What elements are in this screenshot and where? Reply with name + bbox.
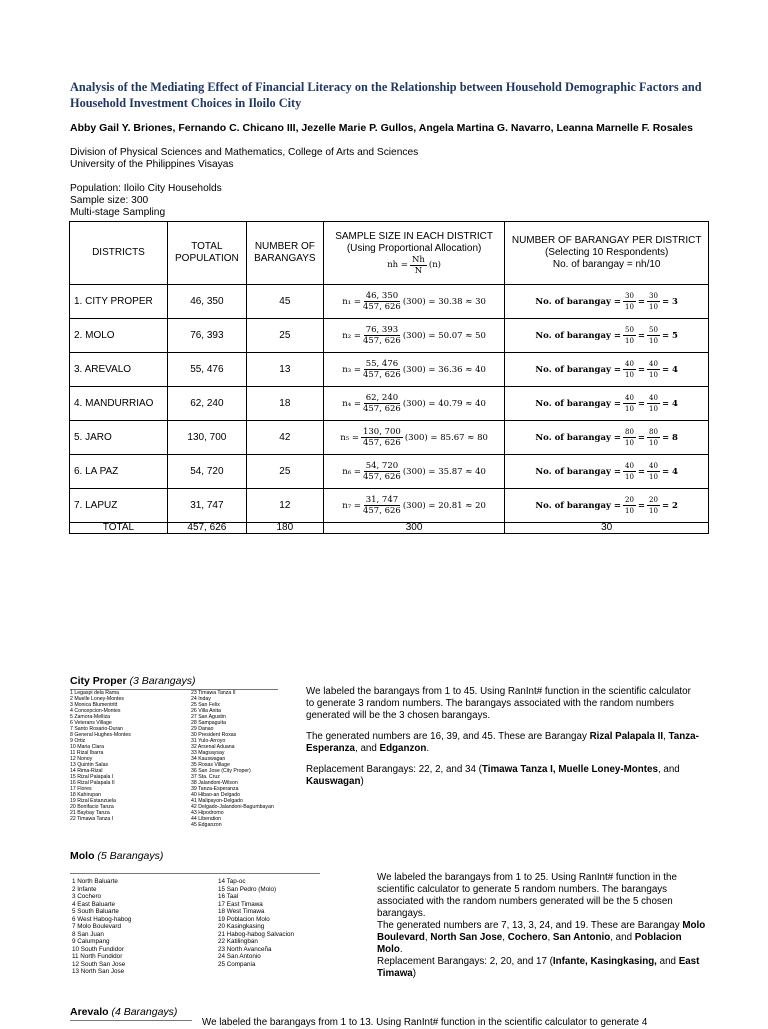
list-item: 3 Monica Blumentritt	[70, 702, 118, 708]
list-item: 17 Flores	[70, 786, 92, 792]
list-item: 39 Tanza-Esperanza	[191, 786, 239, 792]
list-item: 13 North San Jose	[72, 968, 125, 975]
district-barangays: 25	[246, 319, 323, 353]
list-item: 32 Arsenal Aduana	[191, 744, 235, 750]
list-item: 37 Sta. Cruz	[191, 774, 220, 780]
paragraph: The generated numbers are 16, 39, and 45. These are Barangay Rizal Palapala II, Tanza-Esperanza, and Edganzon.	[306, 731, 699, 754]
section-arevalo-heading: Arevalo (4 Barangays)	[70, 1006, 178, 1018]
table-total-row	[70, 523, 709, 534]
total-barangays: 180	[246, 523, 323, 534]
sample-size-formula: n₆ = $\frac{54, 720}{457, 626}$ (300) = 35.87 ≈ 40	[323, 455, 505, 489]
list-item: 1 North Baluarte	[72, 878, 118, 885]
barangay-count-formula: No. of barangay = $\frac{50}{10}$ = $\frac{50}{10}$ = 5	[505, 319, 709, 353]
list-item: 38 Jalandoni-Wilson	[191, 780, 238, 786]
table-row	[70, 353, 709, 387]
list-item: 41 Malipayon-Delgado	[191, 798, 243, 804]
sample-size-formula: n₁ = $\frac{46, 350}{457, 626}$ (300) = 30.38 ≈ 30	[323, 285, 505, 319]
list-item: 42 Delgado-Jalandoni-Bagumbayan	[191, 804, 274, 810]
affiliation	[70, 147, 418, 171]
list-item: 22 Katilingban	[218, 938, 258, 945]
sample-size-formula: n₂ = $\frac{76, 393}{457, 626}$ (300) = 50.07 ≈ 50	[323, 319, 505, 353]
district-barangays: 45	[246, 285, 323, 319]
list-item: 16 Rizal Palapala II	[70, 780, 115, 786]
list-item: 15 San Pedro (Molo)	[218, 885, 277, 893]
list-item: 5 Zamora-Melliza	[70, 714, 111, 720]
list-item: 25 San Felix	[191, 702, 220, 708]
section-city-proper-heading: City Proper (3 Barangays)	[70, 675, 196, 687]
list-item: 33 Magsaysay	[191, 750, 225, 756]
list-item: 21 Habog-habog Salvacion	[218, 930, 294, 938]
barangay-count-formula: No. of barangay = $\frac{40}{10}$ = $\frac{40}{10}$ = 4	[505, 455, 709, 489]
divider	[70, 1020, 192, 1021]
list-item: 8 San Juan	[72, 930, 104, 938]
list-item: 34 Kauswagan	[191, 756, 226, 762]
list-item: 11 Rizal Ibarra	[70, 750, 104, 756]
list-item: 10 South Fundidor	[72, 945, 124, 953]
list-item: 43 Hipodromo	[191, 810, 224, 816]
city-proper-list-left	[70, 690, 131, 822]
list-item: 14 Rima-Rizal	[70, 768, 103, 774]
total-label: TOTAL	[70, 523, 168, 534]
district-barangays: 12	[246, 489, 323, 523]
table-row	[70, 387, 709, 421]
list-item: 7 Molo Boulevard	[72, 923, 122, 930]
list-item: 27 San Agustin	[191, 714, 226, 720]
list-item: 5 South Baluarte	[72, 908, 119, 915]
barangay-count-formula: No. of barangay = $\frac{40}{10}$ = $\frac{40}{10}$ = 4	[505, 353, 709, 387]
list-item: 2 Muelle Loney-Montes	[70, 696, 124, 702]
city-proper-text	[306, 686, 700, 797]
header-number-of-barangays: NUMBER OF BARANGAYS	[246, 222, 323, 285]
document-title: Analysis of the Mediating Effect of Financial Literacy on the Relationship between Household Demographic Factors and Household Investment Choices in Iloilo City	[70, 80, 702, 110]
molo-text	[377, 872, 707, 980]
list-item: 19 Rizal Estanzuela	[70, 798, 116, 804]
table-row	[70, 319, 709, 353]
header-total-population: TOTAL POPULATION	[167, 222, 246, 285]
list-item: 18 West Timawa	[218, 908, 265, 915]
district-name: 1. CITY PROPER	[70, 285, 168, 319]
paragraph: We labeled the barangays from 1 to 25. Using RanInt# function in the scientific calculator to generate 5 random numbers. The barangays associated with the random numbers generated will be the 5 chosen barangays.	[377, 872, 677, 919]
authors: Abby Gail Y. Briones, Fernando C. Chicano III, Jezelle Marie P. Gullos, Angela Martina G. Navarro, Leanna Marnelle F. Rosales	[70, 122, 693, 134]
list-item: 26 Villa Anita	[191, 708, 221, 714]
list-item: 14 Tap-oc	[218, 878, 246, 885]
list-item: 17 East Timawa	[218, 900, 263, 908]
list-item: 24 San Antonio	[218, 953, 261, 960]
list-item: 8 General Hughes-Montes	[70, 732, 131, 738]
district-population: 62, 240	[167, 387, 246, 421]
sampling-info	[70, 183, 222, 219]
list-item: 36 San Jose (City Proper)	[191, 768, 251, 774]
district-barangays: 25	[246, 455, 323, 489]
list-item: 23 Timawa Tanza II	[191, 690, 236, 696]
sample-size-formula: n₃ = $\frac{55, 476}{457, 626}$ (300) = 36.36 ≈ 40	[323, 353, 505, 387]
sample-size-formula: n₅ = $\frac{130, 700}{457, 626}$ (300) = 85.67 ≈ 80	[323, 421, 505, 455]
table-header-row	[70, 222, 709, 285]
sample-size-formula: n₄ = $\frac{62, 240}{457, 626}$ (300) = 40.79 ≈ 40	[323, 387, 505, 421]
sampling-table	[69, 221, 709, 534]
list-item: 12 Nonoy	[70, 756, 93, 762]
district-population: 55, 476	[167, 353, 246, 387]
sample-size-line: Sample size: 300	[70, 195, 149, 206]
district-population: 31, 747	[167, 489, 246, 523]
list-item: 25 Compania	[218, 960, 256, 968]
list-item: 16 Taal	[218, 893, 239, 900]
district-name: 2. MOLO	[70, 319, 168, 353]
district-population: 130, 700	[167, 421, 246, 455]
list-item: 15 Rizal Palapala I	[70, 774, 114, 780]
district-name: 6. LA PAZ	[70, 455, 168, 489]
table-row	[70, 285, 709, 319]
section-molo-heading: Molo (5 Barangays)	[70, 850, 164, 862]
table-row	[70, 421, 709, 455]
sampling-method-line: Multi-stage Sampling	[70, 207, 166, 218]
barangay-count-formula: No. of barangay = $\frac{20}{10}$ = $\frac{20}{10}$ = 2	[505, 489, 709, 523]
paragraph: Replacement Barangays: 2, 20, and 17 (Infante, Kasingkasing, and East Timawa)	[377, 956, 700, 979]
list-item: 20 Bonifacio Tanza	[70, 804, 114, 810]
list-item: 29 Danao	[191, 726, 214, 732]
divider	[70, 873, 320, 874]
header-barangay-per-district: NUMBER OF BARANGAY PER DISTRICT (Selecting 10 Respondents) No. of barangay = nh/10	[505, 222, 709, 285]
list-item: 12 South San Jose	[72, 960, 126, 968]
list-item: 10 Maria Clara	[70, 744, 105, 750]
total-per-district: 30	[505, 523, 709, 534]
list-item: 23 North Avanceña	[218, 945, 272, 953]
district-population: 54, 720	[167, 455, 246, 489]
list-item: 2 Infante	[72, 885, 97, 893]
district-population: 76, 393	[167, 319, 246, 353]
district-name: 3. AREVALO	[70, 353, 168, 387]
district-name: 5. JARO	[70, 421, 168, 455]
district-barangays: 13	[246, 353, 323, 387]
table-row	[70, 455, 709, 489]
list-item: 44 Liberation	[191, 816, 221, 822]
arevalo-text: We labeled the barangays from 1 to 13. Using RanInt# function in the scientific calculator to generate 4	[202, 1017, 648, 1028]
list-item: 6 Veterans Village	[70, 720, 112, 726]
list-item: 22 Timawa Tanza I	[70, 816, 114, 822]
list-item: 31 Yulo-Arroyo	[191, 738, 226, 744]
sample-size-formula: n₇ = $\frac{31, 747}{457, 626}$ (300) = 20.81 ≈ 20	[323, 489, 505, 523]
list-item: 11 North Fundidor	[72, 953, 123, 960]
list-item: 13 Quintin Salas	[70, 762, 109, 768]
list-item: 7 Santo Rosario-Duran	[70, 726, 124, 732]
list-item: 28 Sampaguita	[191, 720, 226, 726]
paragraph: We labeled the barangays from 1 to 45. Using RanInt# function in the scientific calculator to generate 3 random numbers. The barangays associated with the random numbers generated will be the 3 chosen barangays.	[306, 686, 691, 721]
list-item: 40 Hibao-an Delgado	[191, 792, 241, 798]
header-districts: DISTRICTS	[70, 222, 168, 285]
district-name: 4. MANDURRIAO	[70, 387, 168, 421]
list-item: 24 Inday	[191, 696, 211, 702]
list-item: 4 Concepcion-Montes	[70, 708, 121, 714]
paragraph: Replacement Barangays: 22, 2, and 34 (Timawa Tanza I, Muelle Loney-Montes, and Kauswagan)	[306, 764, 680, 787]
total-population: 457, 626	[167, 523, 246, 534]
affiliation-line: University of the Philippines Visayas	[70, 159, 234, 170]
table-row	[70, 489, 709, 523]
list-item: 35 Roxas Village	[191, 762, 230, 768]
population-line: Population: Iloilo City Households	[70, 183, 222, 194]
list-item: 21 Baybay Tanza	[70, 810, 110, 816]
header-sample-formula: nh = $\frac{Nh}{N}$ (n)	[387, 254, 441, 276]
district-population: 46, 350	[167, 285, 246, 319]
city-proper-list-right	[191, 690, 274, 828]
list-item: 20 Kasingkasing	[218, 923, 265, 930]
list-item: 6 West Habog-habog	[72, 915, 132, 923]
barangay-count-formula: No. of barangay = $\frac{40}{10}$ = $\frac{40}{10}$ = 4	[505, 387, 709, 421]
barangay-count-formula: No. of barangay = $\frac{80}{10}$ = $\frac{80}{10}$ = 8	[505, 421, 709, 455]
district-barangays: 18	[246, 387, 323, 421]
affiliation-line: Division of Physical Sciences and Mathematics, College of Arts and Sciences	[70, 147, 419, 158]
list-item: 9 Ortiz	[70, 738, 86, 744]
list-item: 30 President Roxas	[191, 732, 237, 738]
list-item: 19 Poblacion Molo	[218, 915, 270, 923]
list-item: 9 Calumpang	[72, 938, 110, 945]
paragraph: The generated numbers are 7, 13, 3, 24, and 19. These are Barangay Molo Boulevard, North San Jose, Cochero, San Antonio, and Poblacion Molo.	[377, 920, 706, 955]
district-name: 7. LAPUZ	[70, 489, 168, 523]
molo-list-right	[218, 878, 294, 968]
list-item: 4 East Baluarte	[72, 900, 116, 908]
list-item: 18 Kahirupan	[70, 792, 101, 798]
total-sample: 300	[323, 523, 505, 534]
district-barangays: 42	[246, 421, 323, 455]
molo-list-left	[72, 878, 131, 976]
barangay-count-formula: No. of barangay = $\frac{30}{10}$ = $\frac{30}{10}$ = 3	[505, 285, 709, 319]
list-item: 45 Edganzon	[191, 822, 222, 828]
list-item: 3 Cochero	[72, 893, 102, 900]
header-sample-size: SAMPLE SIZE IN EACH DISTRICT (Using Proportional Allocation) nh = $\frac{Nh}{N}$ (n)	[323, 222, 505, 285]
list-item: 1 Legaspi dela Rama	[70, 690, 120, 696]
